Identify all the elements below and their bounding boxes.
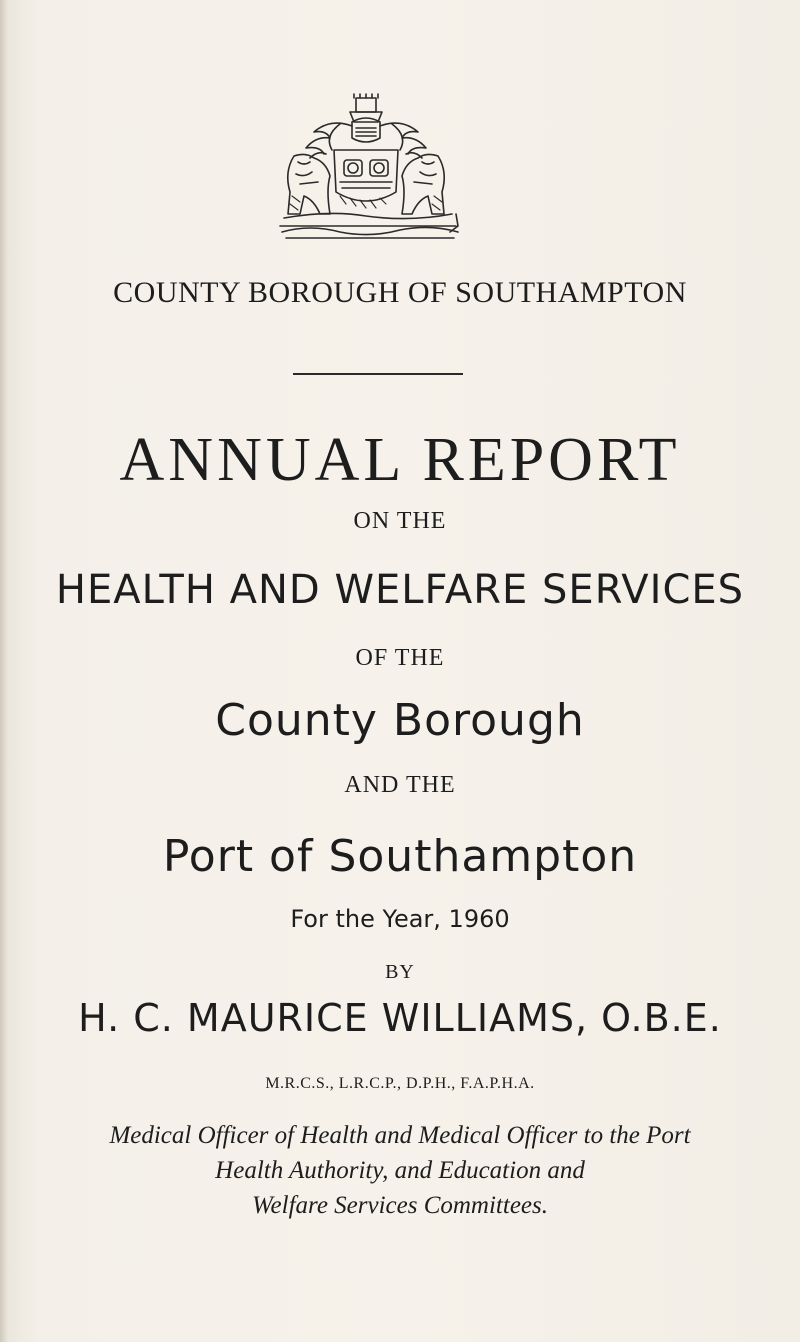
connector-of-the: OF THE [355,645,445,671]
divider-rule [293,373,463,375]
report-subject: HEALTH AND WELFARE SERVICES [55,567,745,613]
report-year: For the Year, 1960 [290,905,510,933]
council-name: COUNTY BOROUGH OF SOUTHAMPTON [113,276,687,309]
connector-and-the: AND THE [344,772,456,798]
authority-name: County Borough [215,695,585,746]
author-role-line: Medical Officer of Health and Medical Officer to the Port [109,1122,691,1149]
author-role-line: Health Authority, and Education and [215,1157,585,1184]
coat-of-arms-icon [270,92,462,244]
port-name: Port of Southampton [162,831,638,882]
connector-by: BY [385,961,415,983]
author-qualifications: M.R.C.S., L.R.C.P., D.P.H., F.A.P.H.A. [265,1075,535,1092]
report-title: ANNUAL REPORT [119,426,681,494]
author-name: H. C. MAURICE WILLIAMS, O.B.E. [78,996,722,1040]
author-role-line: Welfare Services Committees. [252,1192,548,1219]
connector-on-the: ON THE [353,508,447,534]
